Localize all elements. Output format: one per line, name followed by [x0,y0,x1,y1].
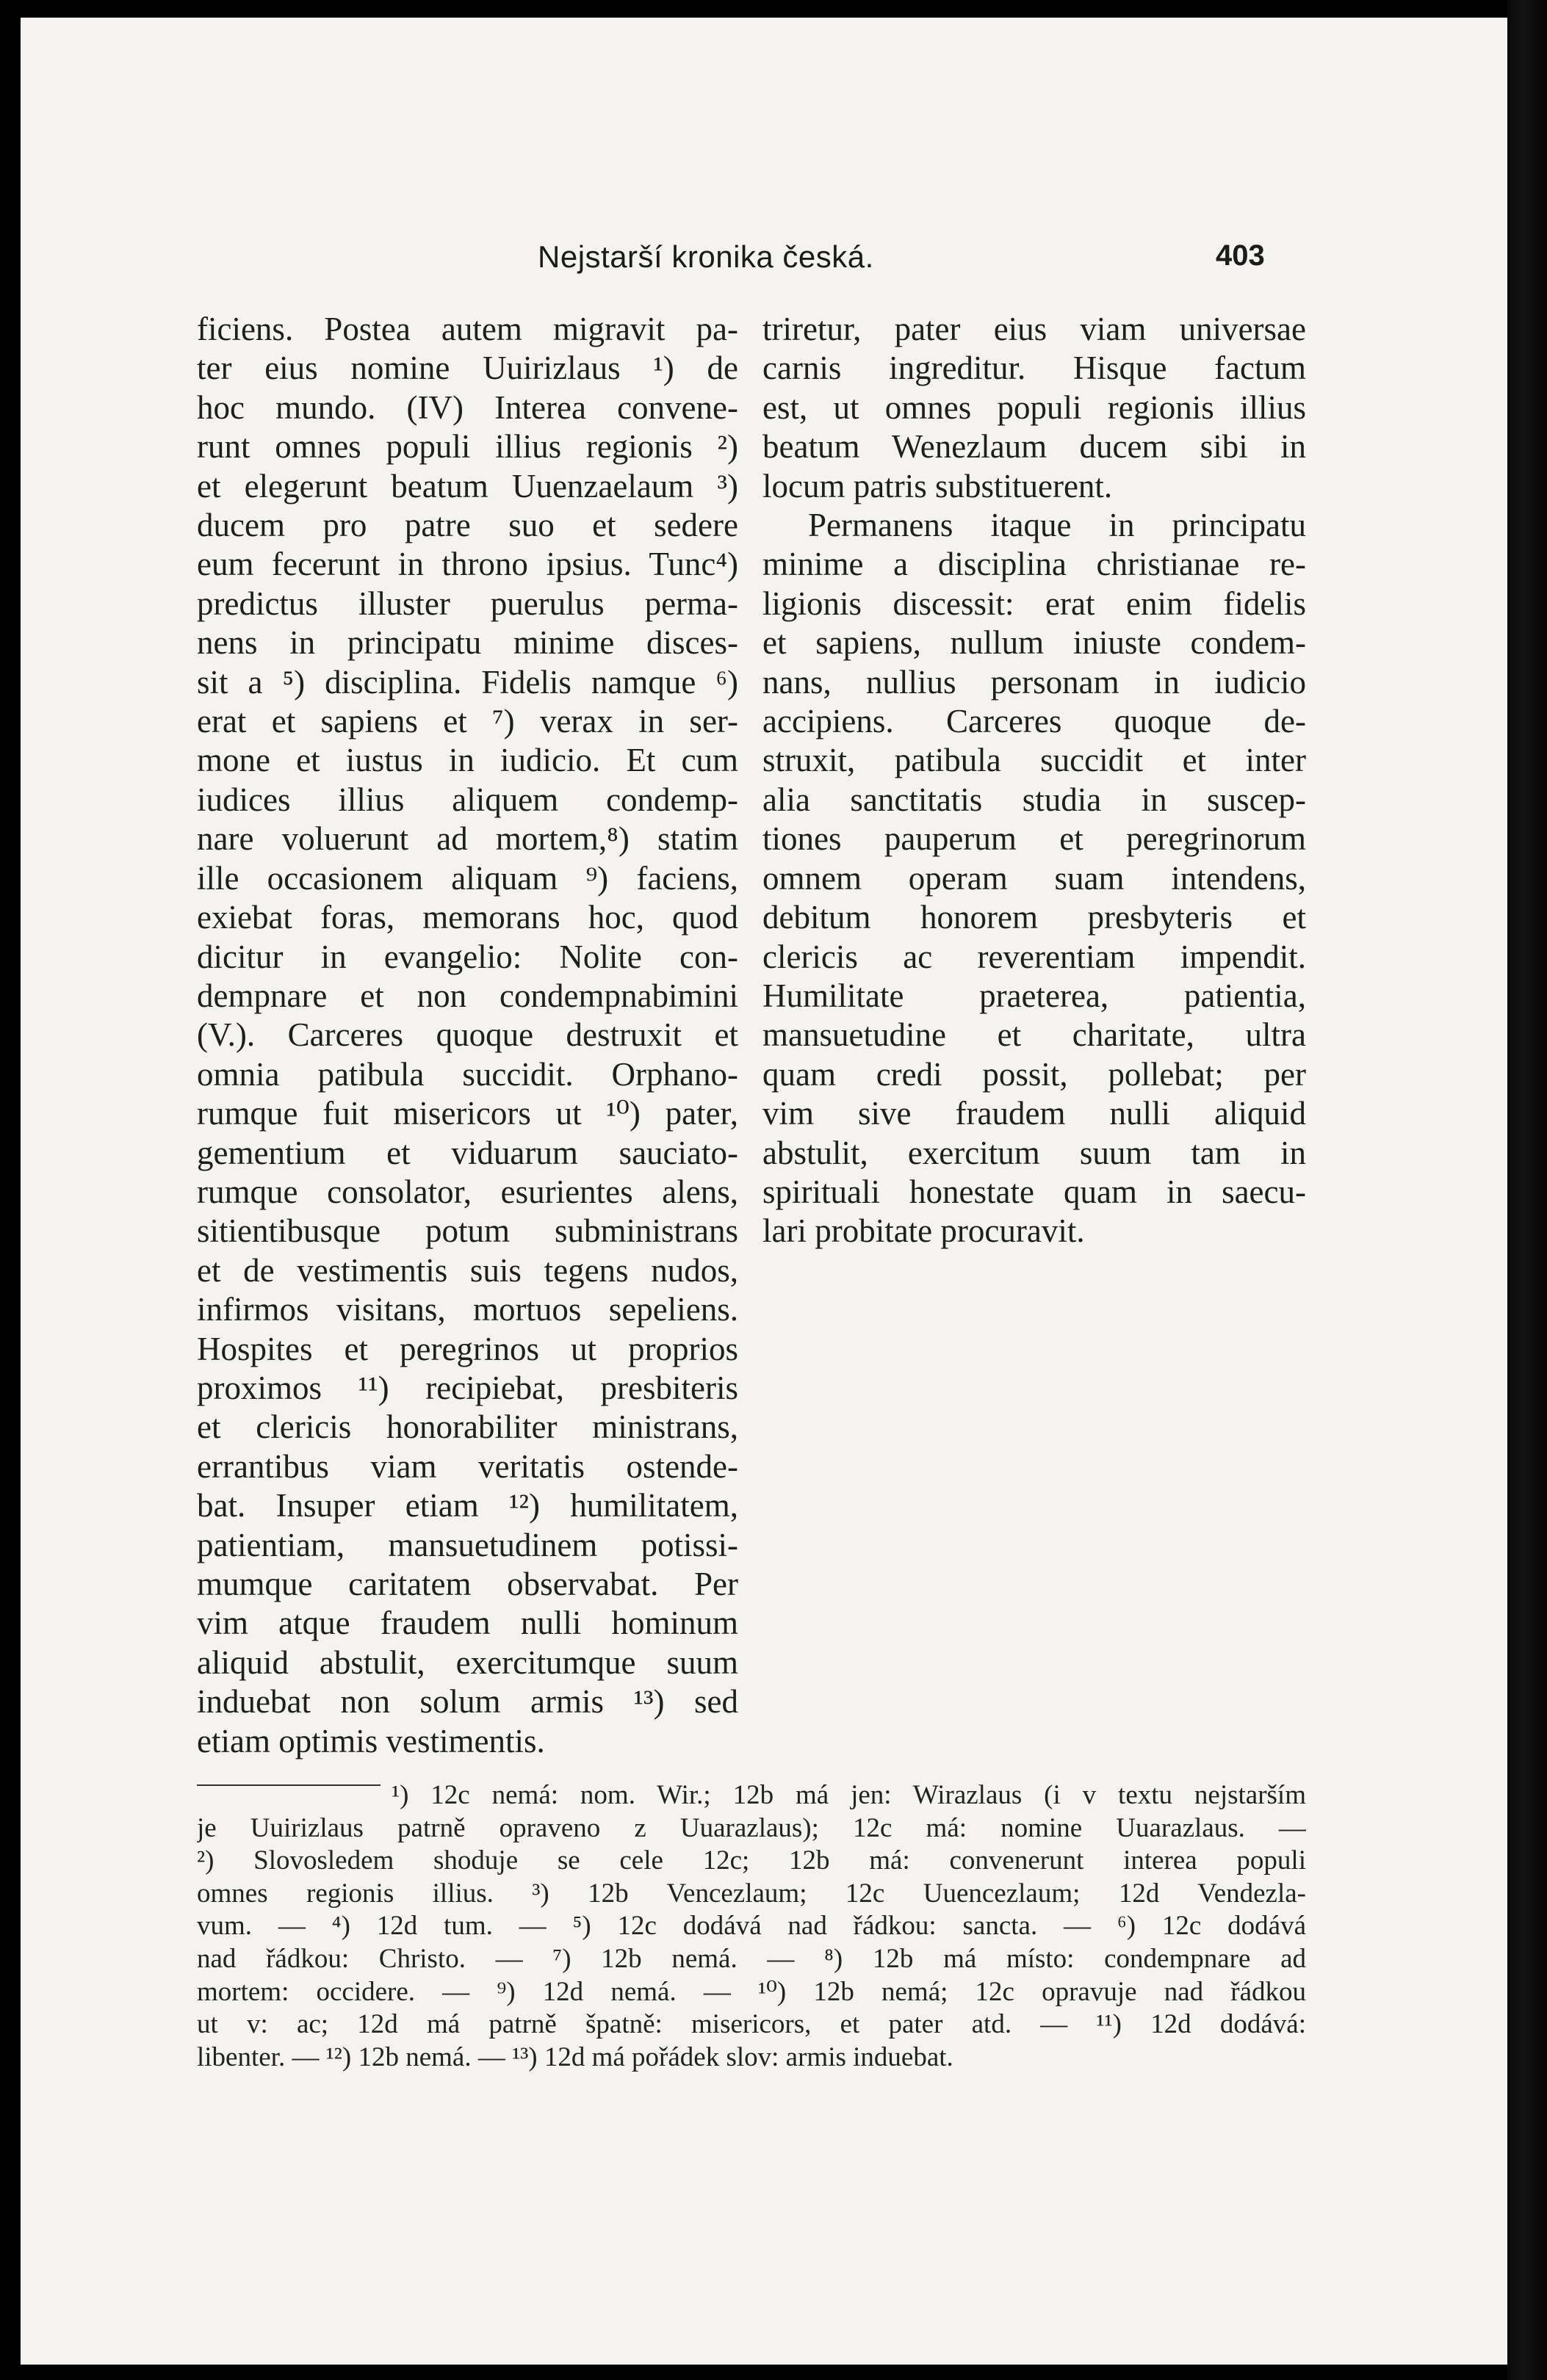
text-line: mone et iustus in iudicio. Et cum [197,742,738,779]
text-line: triretur, pater eius viam universae [762,311,1306,347]
text-line: spirituali honestate quam in saecu- [762,1173,1306,1210]
footnote-line: nad řádkou: Christo. — ⁷) 12b nemá. — ⁸) 12b má místo: condempnare ad [197,1943,1306,1974]
text-line: aliquid abstulit, exercitumque suum [197,1643,738,1681]
text-line: sitientibusque potum subministrans [197,1212,738,1250]
text-line: hoc mundo. (IV) Interea convene- [197,388,738,426]
text-line: Permanens itaque in principatu [808,507,1306,544]
text-line: predictus illuster puerulus perma- [197,585,738,622]
text-line: ter eius nomine Uuirizlaus ¹) de [197,350,738,387]
footnote-line: ²) Slovosledem shoduje se cele 12c; 12b má: convenerunt interea populi [197,1845,1306,1876]
footnote-line: mortem: occidere. — ⁹) 12d nemá. — ¹⁰) 12b nemá; 12c opravuje nad řádkou [197,1976,1306,2007]
text-line: debitum honorem presbyteris et [762,899,1306,936]
text-line: nens in principatu minime disces- [197,624,738,662]
scan-border [1507,0,1547,2380]
text-line: et elegerunt beatum Uuenzaelaum ³) [197,467,738,504]
text-line: clericis ac reverentiam impendit. [762,938,1306,975]
text-line: struxit, patibula succidit et inter [762,742,1306,779]
text-line: nare voluerunt ad mortem,⁸) statim [197,820,738,858]
text-line: patientiam, mansuetudinem potissi- [197,1526,738,1563]
footnote-line: vum. — ⁴) 12d tum. — ⁵) 12c dodává nad řádkou: sancta. — ⁶) 12c dodává [197,1911,1306,1942]
text-line: exiebat foras, memorans hoc, quod [197,899,738,936]
footnote-line: libenter. — ¹²) 12b nemá. — ¹³) 12d má pořádek slov: armis induebat. [197,2041,953,2072]
left-column [197,310,738,1761]
text-line: gementium et viduarum sauciato- [197,1134,738,1171]
text-line: locum patris substituerent. [762,467,1113,504]
text-line: quam credi possit, pollebat; per [762,1055,1306,1093]
footnote-line: je Uuirizlaus patrně opraveno z Uuarazlaus); 12c má: nomine Uuarazlaus. — [197,1812,1306,1843]
text-line: et clericis honorabiliter ministrans, [197,1408,738,1446]
text-line: omnem operam suam intendens, [762,859,1306,897]
text-line: Humilitate praeterea, patientia, [762,977,1306,1014]
text-line: beatum Wenezlaum ducem sibi in [762,428,1306,466]
text-line: ducem pro patre suo et sedere [197,507,738,544]
text-line: ille occasionem aliquam ⁹) faciens, [197,859,738,897]
text-line: vim atque fraudem nulli hominum [197,1605,738,1642]
book-page [21,18,1507,2365]
text-line: ligionis discessit: erat enim fidelis [762,585,1306,622]
text-line: proximos ¹¹) recipiebat, presbiteris [197,1369,738,1406]
text-line: Hospites et peregrinos ut proprios [197,1330,738,1367]
text-line: abstulit, exercitum suum tam in [762,1134,1306,1171]
text-line: dempnare et non condempnabimini [197,977,738,1014]
text-line: erat et sapiens et ⁷) verax in ser- [197,703,738,740]
text-line: (V.). Carceres quoque destruxit et [197,1016,738,1054]
text-line: tiones pauperum et peregrinorum [762,820,1306,858]
text-line: et de vestimentis suis tegens nudos, [197,1251,738,1289]
text-line: rumque fuit misericors ut ¹⁰) pater, [197,1095,738,1132]
text-line: est, ut omnes populi regionis illius [762,388,1306,426]
text-line: etiam optimis vestimentis. [197,1722,545,1759]
text-line: ficiens. Postea autem migravit pa- [197,311,738,347]
text-line: sit a ⁵) disciplina. Fidelis namque ⁶) [197,663,738,701]
text-line: errantibus viam veritatis ostende- [197,1447,738,1485]
footnote-line: omnes regionis illius. ³) 12b Vencezlaum; 12c Uuencezlaum; 12d Vendezla- [197,1878,1306,1909]
footnote-line: ut v: ac; 12d má patrně špatně: misericors, et pater atd. — ¹¹) 12d dodává: [197,2009,1306,2040]
footnote-line: ¹) 12c nemá: nom. Wir.; 12b má jen: Wirazlaus (i v textu nejstarším [392,1780,1306,1810]
right-column [762,310,1306,1251]
text-line: eum fecerunt in throno ipsius. Tunc⁴) [197,546,738,583]
text-line: nans, nullius personam in iudicio [762,663,1306,701]
text-line: et sapiens, nullum iniuste condem- [762,624,1306,662]
text-line: induebat non solum armis ¹³) sed [197,1683,738,1721]
text-line: accipiens. Carceres quoque de- [762,703,1306,740]
text-line: mansuetudine et charitate, ultra [762,1016,1306,1054]
footnotes [197,1779,1306,2074]
text-line: alia sanctitatis studia in suscep- [762,781,1306,818]
text-line: iudices illius aliquem condemp- [197,781,738,818]
text-line: mumque caritatem observabat. Per [197,1566,738,1602]
text-line: vim sive fraudem nulli aliquid [762,1095,1306,1132]
text-line: runt omnes populi illius regionis ²) [197,428,738,466]
text-line: dicitur in evangelio: Nolite con- [197,938,738,975]
text-line: carnis ingreditur. Hisque factum [762,350,1306,387]
text-line: infirmos visitans, mortuos sepeliens. [197,1291,738,1328]
text-line: omnia patibula succidit. Orphano- [197,1055,738,1093]
text-line: minime a disciplina christianae re- [762,546,1306,583]
text-line: rumque consolator, esurientes alens, [197,1173,738,1210]
running-title: Nejstarší kronika česká. [538,239,874,274]
page-number: 403 [1216,239,1265,272]
text-line: lari probitate procuravit. [762,1212,1085,1250]
text-line: bat. Insuper etiam ¹²) humilitatem, [197,1487,738,1524]
